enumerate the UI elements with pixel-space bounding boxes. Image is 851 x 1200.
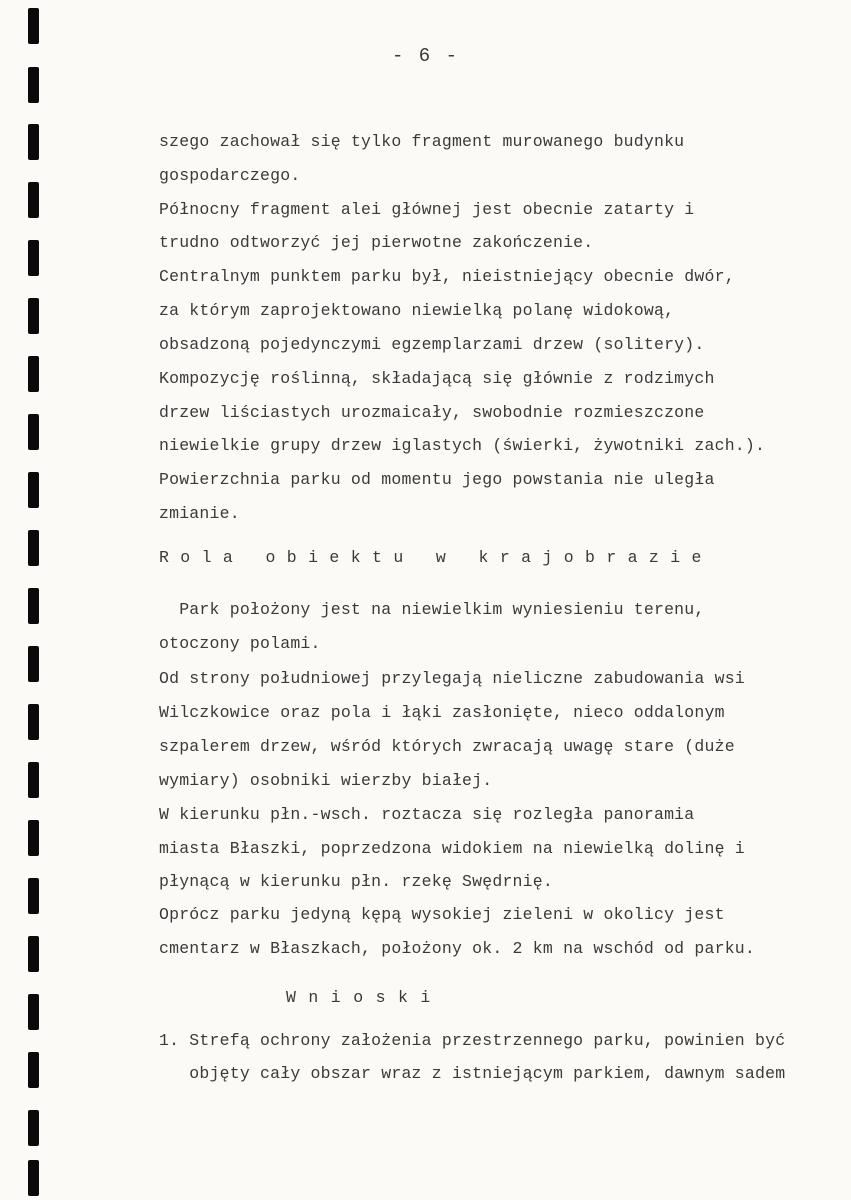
- text-line: trudno odtworzyć jej pierwotne zakończenie.: [159, 233, 594, 252]
- binding-hole: [28, 240, 39, 276]
- text-line: Północny fragment alei głównej jest obecnie zatarty i: [159, 200, 695, 219]
- text-line: Kompozycję roślinną, składającą się głównie z rodzimych: [159, 369, 715, 388]
- binding-hole: [28, 820, 39, 856]
- text-line: niewielkie grupy drzew iglastych (świerki, żywotniki zach.).: [159, 436, 766, 455]
- list-item: 1. Strefą ochrony założenia przestrzennego parku, powinien być: [159, 1031, 786, 1050]
- section-heading: Rola obiektu w krajobrazie: [159, 548, 713, 567]
- text-line: szpalerem drzew, wśród których zwracają uwagę stare (duże: [159, 737, 735, 756]
- text-line: gospodarczego.: [159, 166, 301, 185]
- page-number: - 6 -: [391, 45, 459, 67]
- text-line: drzew liściastych urozmaicały, swobodnie rozmieszczone: [159, 403, 705, 422]
- text-line: płynącą w kierunku płn. rzekę Swędrnię.: [159, 872, 553, 891]
- text-line: miasta Błaszki, poprzedzona widokiem na niewielką dolinę i: [159, 839, 745, 858]
- text-line: zmianie.: [159, 504, 240, 523]
- binding-hole: [28, 994, 39, 1030]
- binding-hole: [28, 1160, 39, 1196]
- binding-hole: [28, 67, 39, 103]
- binding-hole: [28, 8, 39, 44]
- binding-hole: [28, 1110, 39, 1146]
- text-line: W kierunku płn.-wsch. roztacza się rozległa panoramia: [159, 805, 695, 824]
- text-line: wymiary) osobniki wierzby białej.: [159, 771, 493, 790]
- binding-hole: [28, 182, 39, 218]
- binding-hole: [28, 530, 39, 566]
- text-line: za którym zaprojektowano niewielką polanę widokową,: [159, 301, 675, 320]
- binding-hole: [28, 588, 39, 624]
- text-line: Park położony jest na niewielkim wyniesieniu terenu,: [159, 600, 705, 619]
- text-line: Wilczkowice oraz pola i łąki zasłonięte, nieco oddalonym: [159, 703, 725, 722]
- text-line: cmentarz w Błaszkach, położony ok. 2 km na wschód od parku.: [159, 939, 755, 958]
- section-heading: Wnioski: [286, 988, 443, 1007]
- text-line: Powierzchnia parku od momentu jego powstania nie uległa: [159, 470, 715, 489]
- binding-hole: [28, 762, 39, 798]
- binding-hole: [28, 414, 39, 450]
- binding-hole: [28, 472, 39, 508]
- binding-hole: [28, 298, 39, 334]
- text-line: otoczony polami.: [159, 634, 321, 653]
- binding-hole: [28, 878, 39, 914]
- text-line: szego zachował się tylko fragment murowanego budynku: [159, 132, 685, 151]
- text-line: Od strony południowej przylegają nieliczne zabudowania wsi: [159, 669, 745, 688]
- text-line: obsadzoną pojedynczymi egzemplarzami drzew (solitery).: [159, 335, 705, 354]
- binding-hole: [28, 1052, 39, 1088]
- binding-hole: [28, 646, 39, 682]
- text-line: Centralnym punktem parku był, nieistniejący obecnie dwór,: [159, 267, 735, 286]
- binding-hole: [28, 356, 39, 392]
- binding-hole: [28, 124, 39, 160]
- binding-hole: [28, 704, 39, 740]
- text-line: Oprócz parku jedyną kępą wysokiej zieleni w okolicy jest: [159, 905, 725, 924]
- list-item: objęty cały obszar wraz z istniejącym parkiem, dawnym sadem: [159, 1064, 786, 1083]
- binding-hole: [28, 936, 39, 972]
